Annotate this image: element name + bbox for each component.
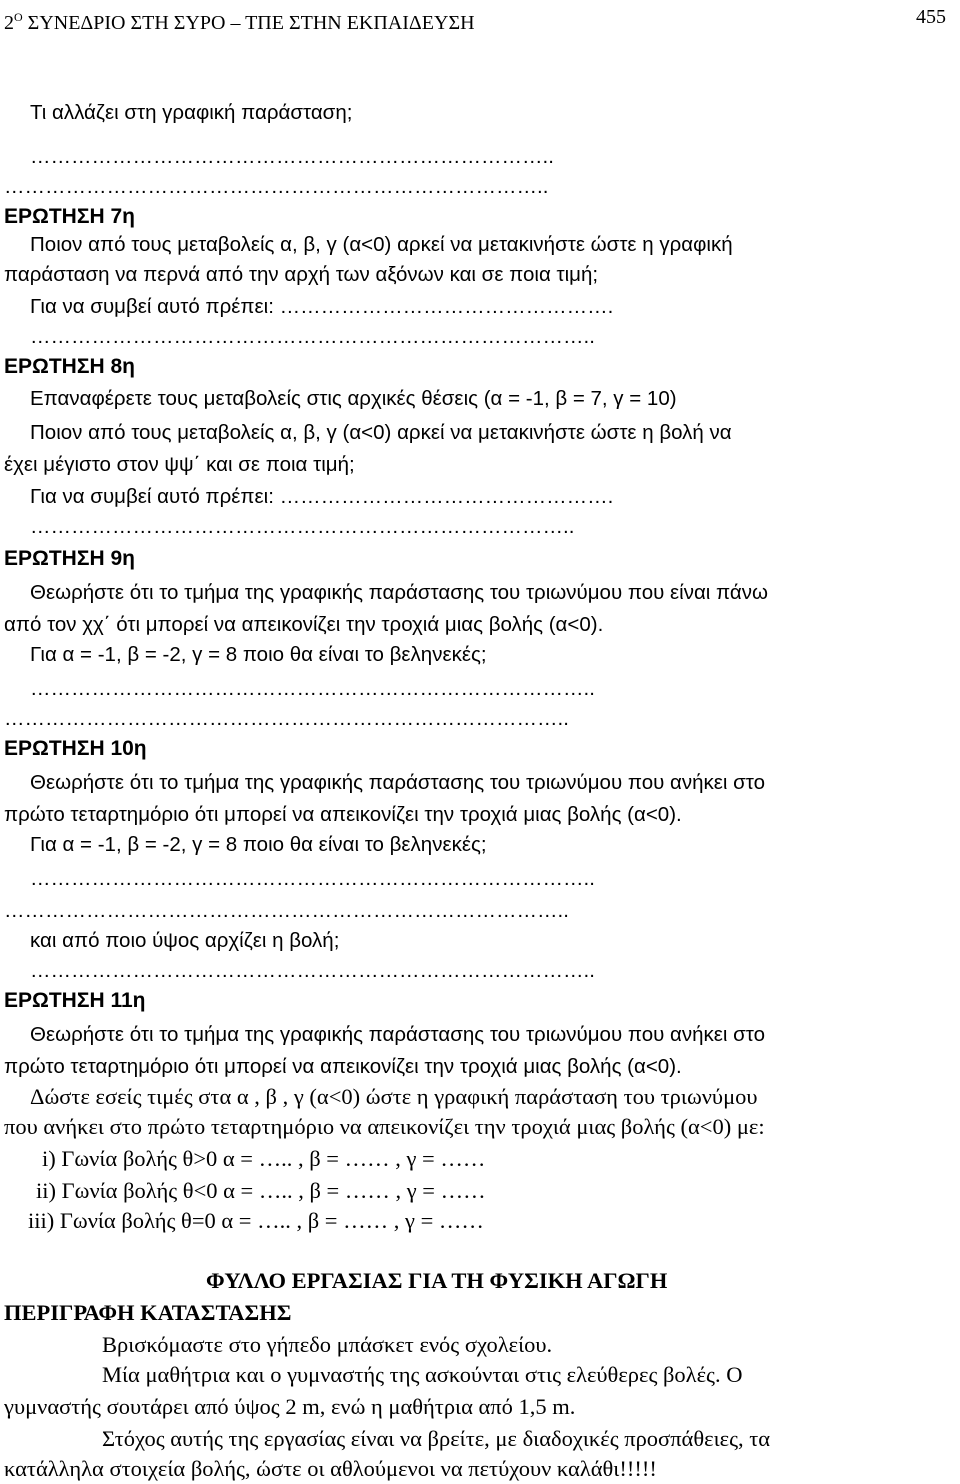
q9-answer-dots: ……………………………………………………………………….. — [4, 707, 569, 730]
situation-text: γυμναστής σουτάρει από ύψος 2 m, ενώ η μαθήτρια από 1,5 m. — [4, 1394, 576, 1419]
q8-text: Ποιον από τους μεταβολείς α, β, γ (α<0) αρκεί να μετακινήστε ώστε η βολή να — [30, 421, 732, 444]
q8-text: Επαναφέρετε τους μεταβολείς στις αρχικές θέσεις (α = -1, β = 7, γ = 10) — [30, 387, 677, 410]
situation-text: Βρισκόμαστε στο γήπεδο μπάσκετ ενός σχολείου. — [102, 1332, 553, 1357]
worksheet-title: ΦΥΛΛΟ ΕΡΓΑΣΙΑΣ ΓΙΑ ΤΗ ΦΥΣΙΚΗ ΑΓΩΓΗ — [206, 1268, 668, 1293]
q6-question: Τι αλλάζει στη γραφική παράσταση; — [30, 101, 353, 124]
q10-text: και από ποιο ύψος αρχίζει η βολή; — [30, 929, 340, 952]
q11-text: που ανήκει στο πρώτο τεταρτημόριο να απεικονίζει την τροχιά μιας βολής (α<0) με: — [4, 1114, 765, 1139]
q7-title: ΕΡΩΤΗΣΗ 7η — [4, 205, 135, 228]
q9-text: Για α = -1, β = -2, γ = 8 ποιο θα είναι το βεληνεκές; — [30, 643, 487, 666]
q10-answer-dots: ……………………………………………………………………….. — [30, 867, 595, 890]
q7-text: παράσταση να περνά από την αρχή των αξόνων και σε ποια τιμή; — [4, 263, 599, 286]
ordinal-superscript: Ο — [14, 10, 23, 24]
q10-text: Θεωρήστε ότι το τμήμα της γραφικής παράστασης του τριωνύμου που ανήκει στο — [30, 771, 766, 794]
situation-text: κατάλληλα στοιχεία βολής, ώστε οι αθλούμενοι να πετύχουν καλάθι!!!!! — [4, 1456, 657, 1481]
page-number: 455 — [916, 6, 946, 28]
q11-list-item: i) Γωνία βολής θ>0 α = ….. , β = …… , γ = …… — [42, 1146, 486, 1171]
q6-answer-dots: …………………………………………………………………….. — [4, 175, 549, 198]
q11-list-item: iii) Γωνία βολής θ=0 α = ….. , β = …… , γ = …… — [28, 1208, 484, 1233]
q11-title: ΕΡΩΤΗΣΗ 11η — [4, 989, 146, 1012]
q6-answer-dots: ………………………………………………………………….. — [30, 145, 554, 168]
q8-title: ΕΡΩΤΗΣΗ 8η — [4, 355, 135, 378]
q11-text: Θεωρήστε ότι το τμήμα της γραφικής παράστασης του τριωνύμου που ανήκει στο — [30, 1023, 766, 1046]
q9-answer-dots: ……………………………………………………………………….. — [30, 677, 595, 700]
q10-answer-dots: ……………………………………………………………………….. — [4, 899, 569, 922]
q11-text: Δώστε εσείς τιμές στα α , β , γ (α<0) ώστε η γραφική παράσταση του τριωνύμου — [30, 1084, 758, 1109]
q11-text: πρώτο τεταρτημόριο ότι μπορεί να απεικονίζει την τροχιά μιας βολής (α<0). — [4, 1055, 682, 1078]
q8-answer-dots: …………………………………………………………………….. — [30, 515, 575, 538]
q10-title: ΕΡΩΤΗΣΗ 10η — [4, 737, 147, 760]
q7-text: Ποιον από τους μεταβολείς α, β, γ (α<0) αρκεί να μετακινήστε ώστε η γραφική — [30, 233, 733, 256]
q10-text: πρώτο τεταρτημόριο ότι μπορεί να απεικονίζει την τροχιά μιας βολής (α<0). — [4, 803, 682, 826]
conference-number: 2 — [4, 12, 14, 34]
q7-text: Για να συμβεί αυτό πρέπει: …………………………………………. — [30, 295, 614, 318]
situation-text: Στόχος αυτής της εργασίας είναι να βρείτε, με διαδοχικές προσπάθειες, τα — [102, 1426, 771, 1451]
q9-text: από τον χχ΄ ότι μπορεί να απεικονίζει την τροχιά μιας βολής (α<0). — [4, 613, 604, 636]
q11-list-item: ii) Γωνία βολής θ<0 α = ….. , β = …… , γ = …… — [36, 1178, 486, 1203]
situation-text: Μία μαθήτρια και ο γυμναστής της ασκούνται στις ελεύθερες βολές. Ο — [102, 1362, 743, 1387]
q8-text: Για να συμβεί αυτό πρέπει: …………………………………………. — [30, 485, 614, 508]
q10-text: Για α = -1, β = -2, γ = 8 ποιο θα είναι το βεληνεκές; — [30, 833, 487, 856]
q9-text: Θεωρήστε ότι το τμήμα της γραφικής παράστασης του τριωνύμου που είναι πάνω — [30, 581, 769, 604]
q10-answer-dots: ……………………………………………………………………….. — [30, 959, 595, 982]
q7-answer-dots: ……………………………………………………………………….. — [30, 325, 595, 348]
q9-title: ΕΡΩΤΗΣΗ 9η — [4, 547, 135, 570]
page-header — [4, 2, 475, 38]
situation-title: ΠΕΡΙΓΡΑΦΗ ΚΑΤΑΣΤΑΣΗΣ — [4, 1300, 292, 1325]
q8-text: έχει μέγιστο στον ψψ΄ και σε ποια τιμή; — [4, 453, 355, 476]
conference-title: ΣΥΝΕΔΡΙΟ ΣΤΗ ΣΥΡΟ – ΤΠΕ ΣΤΗΝ ΕΚΠΑΙΔΕΥΣΗ — [27, 12, 475, 34]
